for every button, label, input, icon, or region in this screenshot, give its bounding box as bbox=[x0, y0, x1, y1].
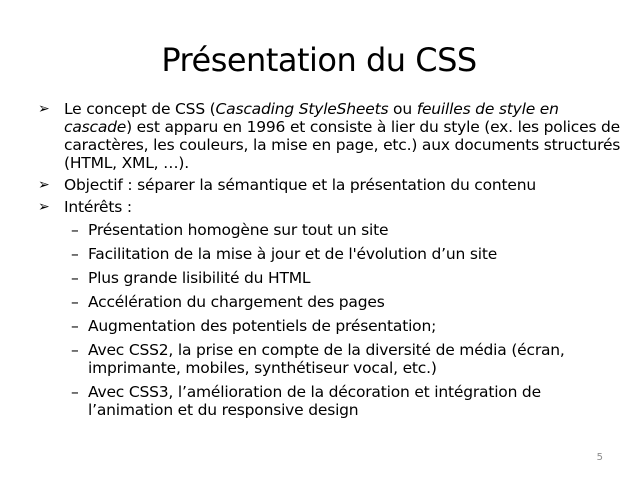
bullet-text-segment: ) est apparu en 1996 et consiste à lier du style (ex. les polices de caractères, les couleurs, la mise en page, etc.) aux documents structurés (HTML, XML, …). bbox=[64, 118, 621, 172]
sub-item-text: Accélération du chargement des pages bbox=[88, 293, 385, 311]
bullet-item bbox=[38, 176, 623, 194]
arrow-bullet-icon: ➢ bbox=[38, 199, 50, 215]
sub-item bbox=[38, 221, 623, 239]
sub-item bbox=[38, 293, 623, 311]
bullet-item bbox=[38, 198, 623, 216]
slide-content bbox=[38, 100, 623, 425]
dash-marker: – bbox=[71, 245, 79, 263]
dash-marker: – bbox=[71, 383, 79, 401]
slide-title: Présentation du CSS bbox=[161, 41, 477, 79]
bullet-text-italic: Cascading StyleSheets bbox=[215, 100, 389, 118]
bullet-text-segment: Intérêts : bbox=[64, 198, 132, 216]
dash-marker: – bbox=[71, 293, 79, 311]
sub-item bbox=[38, 383, 623, 419]
dash-marker: – bbox=[71, 269, 79, 287]
sub-item-text: Facilitation de la mise à jour et de l'évolution d’un site bbox=[88, 245, 498, 263]
arrow-bullet-icon: ➢ bbox=[38, 177, 50, 193]
dash-marker: – bbox=[71, 221, 79, 239]
bullet-text bbox=[64, 100, 620, 172]
bullet-text bbox=[64, 176, 536, 194]
sub-item bbox=[38, 317, 623, 335]
sub-item-text: Avec CSS3, l’amélioration de la décoration et intégration de l’animation et du responsive design bbox=[88, 383, 541, 419]
bullet-text-italic: feuilles de style en cascade bbox=[64, 100, 559, 136]
dash-marker: – bbox=[71, 317, 79, 335]
sub-item-text: Plus grande lisibilité du HTML bbox=[88, 269, 311, 287]
sub-item-text: Présentation homogène sur tout un site bbox=[88, 221, 389, 239]
bullet-item bbox=[38, 100, 623, 172]
arrow-bullet-icon: ➢ bbox=[38, 101, 50, 117]
bullet-text-segment: Objectif : séparer la sémantique et la présentation du contenu bbox=[64, 176, 536, 194]
dash-marker: – bbox=[71, 341, 79, 359]
page-number: 5 bbox=[596, 452, 603, 463]
sub-item bbox=[38, 341, 623, 377]
sub-list bbox=[38, 221, 623, 419]
sub-item bbox=[38, 269, 623, 287]
bullet-text-segment: ou bbox=[388, 100, 417, 118]
sub-item bbox=[38, 245, 623, 263]
bullet-text bbox=[64, 198, 132, 216]
sub-item-text: Avec CSS2, la prise en compte de la diversité de média (écran, imprimante, mobiles, synthétiseur vocal, etc.) bbox=[88, 341, 565, 377]
bullet-text-segment: Le concept de CSS ( bbox=[64, 100, 216, 118]
sub-item-text: Augmentation des potentiels de présentation; bbox=[88, 317, 437, 335]
